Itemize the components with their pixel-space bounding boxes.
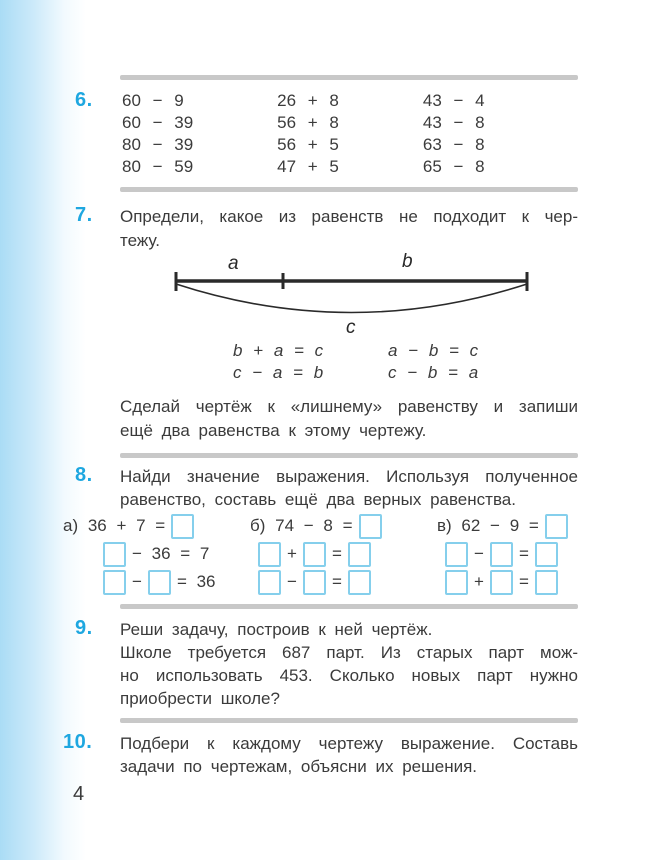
segment-diagram bbox=[120, 253, 578, 337]
equation-line bbox=[258, 540, 437, 568]
separator-bar bbox=[120, 453, 578, 458]
equation-line bbox=[437, 512, 578, 540]
exercise-number: 9. bbox=[75, 617, 93, 639]
answer-box bbox=[303, 570, 326, 595]
exercise-number: 10. bbox=[63, 731, 93, 753]
equation-line bbox=[445, 540, 578, 568]
answer-box bbox=[535, 570, 558, 595]
equation: c − b = a bbox=[388, 363, 479, 382]
segment-label-a: a bbox=[228, 253, 239, 274]
equation-text: в) 62 − 9 = bbox=[437, 516, 539, 535]
expression: 56 + 5 bbox=[277, 135, 339, 154]
answer-box bbox=[258, 570, 281, 595]
equation-line bbox=[445, 568, 578, 596]
text-line: Найди значение выражения. Используя полученное bbox=[120, 467, 578, 486]
expression: 60 − 39 bbox=[122, 113, 194, 132]
answer-box bbox=[445, 542, 468, 567]
expression: 43 − 4 bbox=[422, 91, 485, 110]
answer-box bbox=[303, 542, 326, 567]
expression: 56 + 8 bbox=[277, 113, 339, 132]
exercise-9-intro-text bbox=[120, 618, 578, 641]
equation-text: − bbox=[132, 572, 142, 591]
separator-bar bbox=[120, 604, 578, 609]
equation-text: = bbox=[518, 572, 529, 591]
equation: b + a = c bbox=[233, 341, 324, 360]
text-line: Реши задачу, построив к ней чертёж. bbox=[120, 620, 433, 639]
expression-column bbox=[277, 90, 423, 178]
answer-box bbox=[171, 514, 194, 539]
expression: 26 + 8 bbox=[277, 91, 339, 110]
equation-text: = 36 bbox=[176, 572, 216, 591]
text-line: Школе требуется 687 парт. Из старых парт мож- bbox=[120, 643, 578, 662]
equation-text: = bbox=[518, 544, 529, 563]
page-content bbox=[63, 0, 578, 778]
answer-box bbox=[348, 570, 371, 595]
exercise-8-grid bbox=[63, 512, 578, 596]
length-c-arc bbox=[176, 284, 527, 313]
equation-text: + bbox=[474, 572, 484, 591]
answer-box bbox=[148, 570, 171, 595]
segment-label-b: b bbox=[402, 253, 413, 272]
equation-line bbox=[63, 512, 250, 540]
exercise-9 bbox=[75, 617, 578, 710]
answer-box bbox=[545, 514, 568, 539]
equation-text: − bbox=[287, 572, 297, 591]
equation-column bbox=[233, 340, 388, 384]
equation-text: + bbox=[287, 544, 297, 563]
expression-column bbox=[122, 90, 277, 178]
expression-column bbox=[423, 90, 578, 178]
exercise-number: 6. bbox=[75, 89, 93, 111]
expression: 80 − 59 bbox=[122, 157, 194, 176]
answer-box bbox=[535, 542, 558, 567]
equation-text: − bbox=[474, 544, 484, 563]
answer-box bbox=[490, 542, 513, 567]
expression: 80 − 39 bbox=[122, 135, 194, 154]
exercise-8-part bbox=[63, 512, 250, 596]
exercise-10 bbox=[63, 731, 578, 778]
exercise-9-problem-text bbox=[120, 641, 578, 710]
equation-text: = bbox=[331, 572, 342, 591]
answer-box bbox=[445, 570, 468, 595]
text-line: задачи по чертежам, объясни их решения. bbox=[120, 757, 478, 776]
exercise-8-part bbox=[250, 512, 437, 596]
equation-group bbox=[233, 340, 578, 384]
page-number: 4 bbox=[73, 783, 85, 805]
exercise-10-task-text bbox=[120, 732, 578, 778]
separator-bar bbox=[120, 187, 578, 192]
expression: 47 + 5 bbox=[277, 157, 339, 176]
exercise-number: 7. bbox=[75, 204, 93, 226]
exercise-7 bbox=[75, 204, 578, 443]
exercise-6 bbox=[75, 89, 578, 178]
answer-box bbox=[103, 570, 126, 595]
expression: 65 − 8 bbox=[422, 157, 485, 176]
exercise-6-grid bbox=[122, 90, 578, 178]
exercise-8-task-text bbox=[120, 465, 578, 511]
equation-line bbox=[258, 568, 437, 596]
text-line: Сделай чертёж к «лишнему» равенству и запиши bbox=[120, 397, 578, 416]
exercise-8-part bbox=[437, 512, 578, 596]
equation-line bbox=[250, 512, 437, 540]
equation-text: а) 36 + 7 = bbox=[63, 516, 166, 535]
answer-box bbox=[258, 542, 281, 567]
equation-text: б) 74 − 8 = bbox=[250, 516, 353, 535]
answer-box bbox=[348, 542, 371, 567]
exercise-7-followup-text bbox=[120, 395, 578, 443]
equation: c − a = b bbox=[233, 363, 324, 382]
exercise-8 bbox=[63, 464, 578, 596]
separator-bar bbox=[120, 718, 578, 723]
text-line: тежу. bbox=[120, 231, 160, 250]
equation-text: − 36 = 7 bbox=[132, 544, 210, 563]
answer-box bbox=[103, 542, 126, 567]
separator-bar bbox=[120, 75, 578, 80]
equation-line bbox=[103, 540, 250, 568]
answer-box bbox=[359, 514, 382, 539]
expression: 43 − 8 bbox=[422, 113, 485, 132]
segment-label-c: c bbox=[346, 317, 356, 337]
text-line: приобрести школе? bbox=[120, 689, 280, 708]
exercise-number: 8. bbox=[75, 464, 93, 486]
text-line: Определи, какое из равенств не подходит к чер- bbox=[120, 207, 578, 226]
text-line: но использовать 453. Сколько новых парт нужно bbox=[120, 666, 578, 685]
exercise-7-task-text bbox=[120, 205, 578, 253]
equation-line bbox=[103, 568, 250, 596]
equation: a − b = c bbox=[388, 341, 479, 360]
equation-text: = bbox=[331, 544, 342, 563]
expression: 63 − 8 bbox=[422, 135, 485, 154]
equation-column bbox=[388, 340, 543, 384]
text-line: равенство, составь ещё два верных равенства. bbox=[120, 490, 516, 509]
answer-box bbox=[490, 570, 513, 595]
text-line: ещё два равенства к этому чертежу. bbox=[120, 421, 427, 440]
text-line: Подбери к каждому чертежу выражение. Составь bbox=[120, 734, 578, 753]
expression: 60 − 9 bbox=[122, 91, 184, 110]
